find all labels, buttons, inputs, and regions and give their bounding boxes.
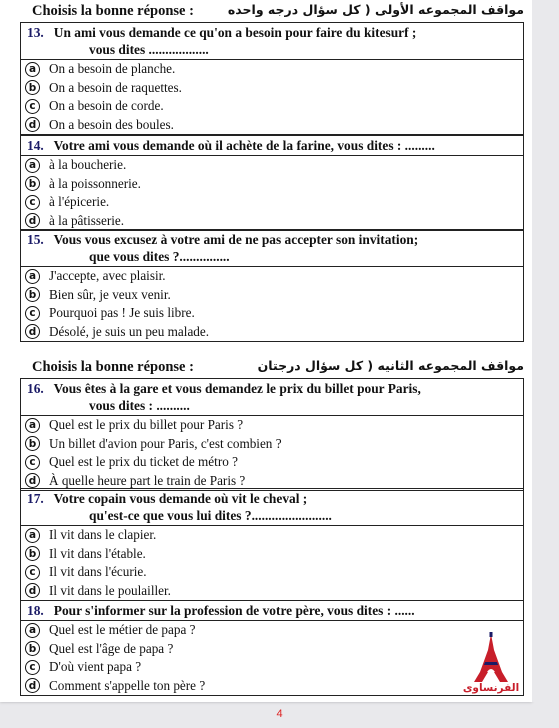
option-letter-icon: b [25, 80, 40, 95]
question-17 [20, 488, 524, 601]
option-b[interactable] [21, 175, 523, 194]
option-letter-icon: a [25, 62, 40, 77]
question-number: 14. [27, 138, 44, 153]
question-13 [20, 22, 524, 135]
option-b[interactable] [21, 286, 523, 305]
option-letter-icon: a [25, 418, 40, 433]
question-text-line2: vous dites .................. [89, 42, 209, 57]
option-text: D'où vient papa ? [49, 659, 142, 675]
option-c[interactable] [21, 304, 523, 323]
option-text: Pourquoi pas ! Je suis libre. [49, 305, 195, 321]
option-letter-icon: d [25, 473, 40, 488]
logo-text: الفرنساوى [462, 682, 520, 694]
section-2-title-ar: مواقف المجموعه الثانيه ( كل سؤال درجتان [257, 358, 524, 373]
option-text: Il vit dans l'étable. [49, 545, 146, 561]
question-stem [21, 23, 523, 60]
option-text: Quel est le prix du billet pour Paris ? [49, 417, 244, 433]
option-letter-icon: c [25, 455, 40, 470]
option-letter-icon: a [25, 623, 40, 638]
question-stem [21, 230, 523, 267]
option-text: Comment s'appelle ton père ? [49, 677, 206, 693]
section-2-title-fr: Choisis la bonne réponse : [32, 359, 194, 375]
publisher-logo [456, 632, 526, 702]
option-letter-icon: c [25, 565, 40, 580]
option-a[interactable] [21, 621, 523, 640]
option-text: Quel est le prix du ticket de métro ? [49, 454, 238, 470]
option-letter-icon: b [25, 641, 40, 656]
question-text: Vous êtes à la gare et vous demandez le prix du billet pour Paris, [53, 381, 421, 396]
question-text: Un ami vous demande ce qu'on a besoin pour faire du kitesurf ; [53, 25, 417, 40]
question-text-line2: que vous dites ?............... [89, 249, 230, 264]
option-letter-icon: b [25, 546, 40, 561]
option-d[interactable] [21, 212, 523, 231]
question-text-line2: qu'est-ce que vous lui dites ?........................ [89, 508, 332, 523]
option-c[interactable] [21, 563, 523, 582]
option-letter-icon: c [25, 306, 40, 321]
question-text-line2: vous dites : .......... [89, 398, 190, 413]
question-number: 17. [27, 491, 44, 506]
option-text: Bien sûr, je veux venir. [49, 286, 171, 302]
option-letter-icon: d [25, 583, 40, 598]
option-text: Quel est le métier de papa ? [49, 622, 196, 638]
question-number: 18. [27, 603, 44, 618]
option-text: Désolé, je suis un peu malade. [49, 323, 210, 339]
question-14 [20, 135, 524, 231]
question-stem [21, 379, 523, 416]
question-16 [20, 378, 524, 491]
option-text: à la poissonnerie. [49, 175, 141, 191]
question-text: Vous vous excusez à votre ami de ne pas accepter son invitation; [53, 232, 419, 247]
question-text: Votre copain vous demande où vit le cheval ; [53, 491, 308, 506]
option-text: à la boucherie. [49, 157, 127, 173]
question-text: Votre ami vous demande où il achète de la farine, vous dites : ......... [53, 138, 435, 153]
option-letter-icon: b [25, 436, 40, 451]
question-15 [20, 229, 524, 342]
option-letter-icon: b [25, 287, 40, 302]
option-b[interactable] [21, 545, 523, 564]
option-text: Un billet d'avion pour Paris, c'est combien ? [49, 435, 282, 451]
option-d[interactable] [21, 323, 523, 342]
question-stem [21, 601, 523, 621]
option-b[interactable] [21, 79, 523, 98]
question-stem [21, 136, 523, 156]
option-letter-icon: c [25, 195, 40, 210]
page-margin-strip [532, 0, 559, 702]
question-number: 16. [27, 381, 44, 396]
option-letter-icon: c [25, 660, 40, 675]
option-letter-icon: d [25, 324, 40, 339]
option-d[interactable] [21, 116, 523, 135]
option-letter-icon: a [25, 269, 40, 284]
question-18 [20, 600, 524, 696]
option-text: On a besoin des boules. [49, 116, 174, 132]
section-2-header [10, 358, 524, 378]
option-c[interactable] [21, 193, 523, 212]
question-number: 15. [27, 232, 44, 247]
option-text: J'accepte, avec plaisir. [49, 268, 166, 284]
option-text: À quelle heure part le train de Paris ? [49, 472, 246, 488]
question-stem [21, 489, 523, 526]
option-a[interactable] [21, 156, 523, 175]
question-number: 13. [27, 25, 44, 40]
option-letter-icon: d [25, 117, 40, 132]
option-text: Il vit dans le poulailler. [49, 582, 171, 598]
option-letter-icon: b [25, 176, 40, 191]
question-text: Pour s'informer sur la profession de votre père, vous dites : ...... [53, 603, 415, 618]
option-c[interactable] [21, 658, 523, 677]
option-a[interactable] [21, 267, 523, 286]
option-text: On a besoin de raquettes. [49, 79, 182, 95]
option-a[interactable] [21, 416, 523, 435]
option-text: Il vit dans le clapier. [49, 527, 157, 543]
option-c[interactable] [21, 97, 523, 116]
option-letter-icon: d [25, 213, 40, 228]
option-text: On a besoin de corde. [49, 98, 164, 114]
option-text: à l'épicerie. [49, 194, 110, 210]
section-1-title-ar: مواقف المجموعه الأولى ( كل سؤال درجه واحده [227, 2, 524, 17]
option-d[interactable] [21, 582, 523, 601]
option-b[interactable] [21, 435, 523, 454]
option-b[interactable] [21, 640, 523, 659]
option-letter-icon: a [25, 528, 40, 543]
section-1-title-fr: Choisis la bonne réponse : [32, 3, 194, 19]
section-1-header [10, 2, 524, 22]
eiffel-tower-icon [456, 632, 526, 684]
option-text: à la pâtisserie. [49, 212, 125, 228]
option-letter-icon: d [25, 678, 40, 693]
option-a[interactable] [21, 60, 523, 79]
page-number: 4 [276, 708, 283, 720]
option-text: Quel est l'âge de papa ? [49, 640, 174, 656]
option-c[interactable] [21, 453, 523, 472]
option-text: On a besoin de planche. [49, 61, 176, 77]
option-a[interactable] [21, 526, 523, 545]
option-letter-icon: c [25, 99, 40, 114]
option-d[interactable] [21, 677, 523, 696]
option-letter-icon: a [25, 158, 40, 173]
option-text: Il vit dans l'écurie. [49, 564, 147, 580]
